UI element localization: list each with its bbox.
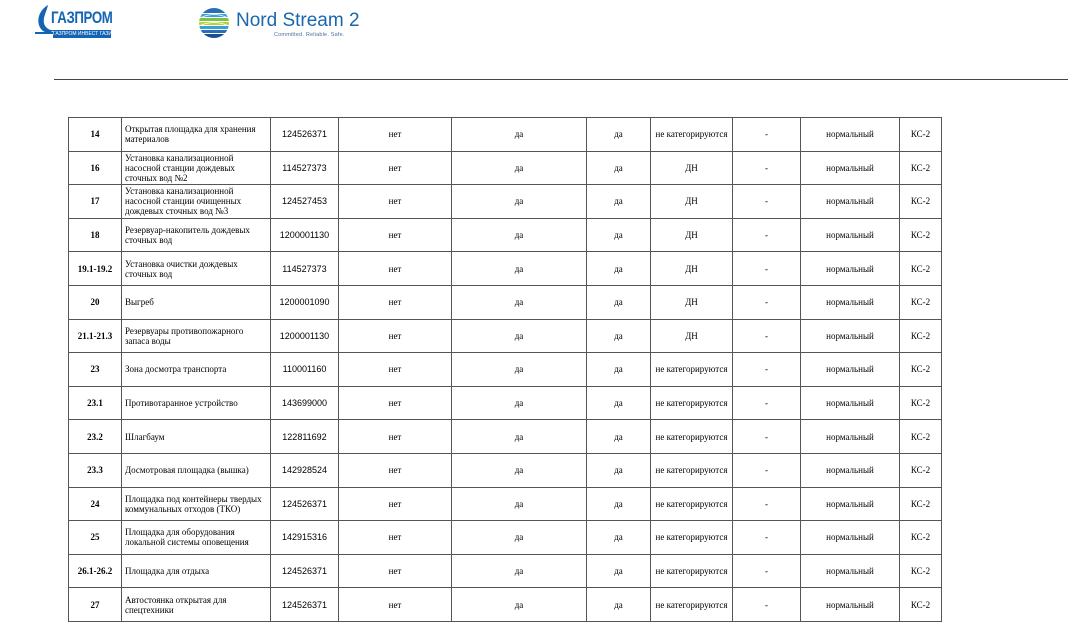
ks-cell: КС-2 (900, 118, 942, 152)
cell-c3: да (587, 252, 651, 286)
cell-c2: да (452, 521, 587, 555)
cell-c2: да (452, 185, 587, 219)
dash-cell: - (733, 588, 801, 622)
ks-cell: КС-2 (900, 218, 942, 252)
facilities-table (68, 117, 942, 622)
mode-cell: нормальный (801, 588, 900, 622)
dash-cell: - (733, 453, 801, 487)
facilities-table-wrapper (68, 117, 942, 622)
cell-c2: да (452, 252, 587, 286)
table-row (69, 554, 942, 588)
cell-c1: нет (339, 218, 452, 252)
row-number: 21.1-21.3 (69, 319, 122, 353)
category-cell: не категорируются (651, 487, 733, 521)
row-number: 26.1-26.2 (69, 554, 122, 588)
nord-stream-globe-icon (196, 6, 232, 40)
facility-code: 1200001130 (271, 218, 339, 252)
gazprom-logo (32, 2, 137, 40)
cell-c1: нет (339, 521, 452, 555)
facility-name: Площадка под контейнеры твердых коммунальных отходов (ТКО) (122, 487, 271, 521)
mode-cell: нормальный (801, 521, 900, 555)
cell-c3: да (587, 353, 651, 387)
facility-code: 122811692 (271, 420, 339, 454)
mode-cell: нормальный (801, 218, 900, 252)
table-row (69, 118, 942, 152)
ks-cell: КС-2 (900, 185, 942, 219)
row-number: 24 (69, 487, 122, 521)
cell-c1: нет (339, 487, 452, 521)
row-number: 23.1 (69, 386, 122, 420)
nord-stream-logo (196, 6, 360, 40)
cell-c2: да (452, 453, 587, 487)
cell-c1: нет (339, 353, 452, 387)
cell-c1: нет (339, 319, 452, 353)
category-cell: не категорируются (651, 118, 733, 152)
cell-c3: да (587, 487, 651, 521)
facility-code: 114527373 (271, 252, 339, 286)
mode-cell: нормальный (801, 453, 900, 487)
category-cell: не категорируются (651, 554, 733, 588)
cell-c1: нет (339, 151, 452, 185)
dash-cell: - (733, 386, 801, 420)
cell-c3: да (587, 285, 651, 319)
facility-name: Установка канализационной насосной станции очищенных дождевых сточных вод №3 (122, 185, 271, 219)
dash-cell: - (733, 285, 801, 319)
facility-code: 124526371 (271, 554, 339, 588)
table-row (69, 453, 942, 487)
mode-cell: нормальный (801, 285, 900, 319)
facility-code: 1200001090 (271, 285, 339, 319)
mode-cell: нормальный (801, 151, 900, 185)
cell-c3: да (587, 319, 651, 353)
cell-c1: нет (339, 420, 452, 454)
dash-cell: - (733, 151, 801, 185)
mode-cell: нормальный (801, 185, 900, 219)
cell-c2: да (452, 151, 587, 185)
mode-cell: нормальный (801, 420, 900, 454)
facility-name: Шлагбаум (122, 420, 271, 454)
row-number: 17 (69, 185, 122, 219)
category-cell: ДН (651, 218, 733, 252)
row-number: 19.1-19.2 (69, 252, 122, 286)
ks-cell: КС-2 (900, 487, 942, 521)
facility-name: Резервуары противопожарного запаса воды (122, 319, 271, 353)
row-number: 14 (69, 118, 122, 152)
cell-c2: да (452, 554, 587, 588)
cell-c3: да (587, 218, 651, 252)
ks-cell: КС-2 (900, 252, 942, 286)
category-cell: не категорируются (651, 453, 733, 487)
dash-cell: - (733, 353, 801, 387)
facility-code: 142915316 (271, 521, 339, 555)
facility-code: 143699000 (271, 386, 339, 420)
dash-cell: - (733, 118, 801, 152)
mode-cell: нормальный (801, 353, 900, 387)
facility-code: 124526371 (271, 118, 339, 152)
cell-c3: да (587, 118, 651, 152)
table-row (69, 285, 942, 319)
cell-c1: нет (339, 252, 452, 286)
ks-cell: КС-2 (900, 554, 942, 588)
facility-name: Зона досмотра транспорта (122, 353, 271, 387)
cell-c3: да (587, 554, 651, 588)
cell-c3: да (587, 386, 651, 420)
row-number: 23 (69, 353, 122, 387)
ks-cell: КС-2 (900, 285, 942, 319)
category-cell: не категорируются (651, 386, 733, 420)
category-cell: не категорируются (651, 521, 733, 555)
cell-c2: да (452, 420, 587, 454)
mode-cell: нормальный (801, 487, 900, 521)
row-number: 23.3 (69, 453, 122, 487)
cell-c1: нет (339, 554, 452, 588)
row-number: 27 (69, 588, 122, 622)
category-cell: не категорируются (651, 588, 733, 622)
row-number: 20 (69, 285, 122, 319)
cell-c2: да (452, 285, 587, 319)
table-row (69, 420, 942, 454)
cell-c2: да (452, 386, 587, 420)
cell-c2: да (452, 218, 587, 252)
cell-c2: да (452, 118, 587, 152)
ks-cell: КС-2 (900, 353, 942, 387)
facility-name: Противотаранное устройство (122, 386, 271, 420)
dash-cell: - (733, 218, 801, 252)
facility-name: Резервуар-накопитель дождевых сточных вод (122, 218, 271, 252)
table-row (69, 487, 942, 521)
cell-c1: нет (339, 185, 452, 219)
facility-name: Досмотровая площадка (вышка) (122, 453, 271, 487)
dash-cell: - (733, 554, 801, 588)
cell-c2: да (452, 588, 587, 622)
category-cell: ДН (651, 285, 733, 319)
category-cell: ДН (651, 185, 733, 219)
mode-cell: нормальный (801, 386, 900, 420)
facility-name: Выгреб (122, 285, 271, 319)
table-row (69, 185, 942, 219)
category-cell: ДН (651, 319, 733, 353)
cell-c2: да (452, 353, 587, 387)
facility-code: 124527453 (271, 185, 339, 219)
category-cell: ДН (651, 252, 733, 286)
table-row (69, 386, 942, 420)
facility-code: 1200001130 (271, 319, 339, 353)
cell-c1: нет (339, 453, 452, 487)
facility-name: Установка канализационной насосной станции дождевых сточных вод №2 (122, 151, 271, 185)
cell-c2: да (452, 319, 587, 353)
row-number: 18 (69, 218, 122, 252)
table-row (69, 588, 942, 622)
table-row (69, 218, 942, 252)
row-number: 23.2 (69, 420, 122, 454)
ks-cell: КС-2 (900, 420, 942, 454)
nord-stream-title: Nord Stream 2 (236, 10, 360, 31)
ks-cell: КС-2 (900, 588, 942, 622)
cell-c3: да (587, 521, 651, 555)
cell-c1: нет (339, 118, 452, 152)
facility-code: 142928524 (271, 453, 339, 487)
cell-c3: да (587, 151, 651, 185)
ks-cell: КС-2 (900, 521, 942, 555)
nord-stream-tagline: Committed. Reliable. Safe. (274, 32, 345, 38)
cell-c3: да (587, 185, 651, 219)
table-row (69, 353, 942, 387)
dash-cell: - (733, 521, 801, 555)
mode-cell: нормальный (801, 554, 900, 588)
cell-c2: да (452, 487, 587, 521)
facility-code: 114527373 (271, 151, 339, 185)
page-header (0, 0, 1068, 80)
mode-cell: нормальный (801, 252, 900, 286)
cell-c3: да (587, 420, 651, 454)
category-cell: не категорируются (651, 353, 733, 387)
ks-cell: КС-2 (900, 319, 942, 353)
mode-cell: нормальный (801, 319, 900, 353)
facility-code: 124526371 (271, 588, 339, 622)
facility-code: 124526371 (271, 487, 339, 521)
gazprom-wordmark: ГАЗПРОМ (51, 8, 113, 27)
table-row (69, 521, 942, 555)
dash-cell: - (733, 185, 801, 219)
facility-name: Открытая площадка для хранения материалов (122, 118, 271, 152)
cell-c3: да (587, 453, 651, 487)
facility-name: Площадка для отдыха (122, 554, 271, 588)
category-cell: не категорируются (651, 420, 733, 454)
gazprom-subtitle: ГАЗПРОМ ИНВЕСТ ГАЗИФИКАЦИЯ (53, 31, 137, 37)
mode-cell: нормальный (801, 118, 900, 152)
ks-cell: КС-2 (900, 453, 942, 487)
table-row (69, 151, 942, 185)
row-number: 25 (69, 521, 122, 555)
ks-cell: КС-2 (900, 151, 942, 185)
cell-c1: нет (339, 588, 452, 622)
row-number: 16 (69, 151, 122, 185)
dash-cell: - (733, 319, 801, 353)
dash-cell: - (733, 487, 801, 521)
header-divider (54, 79, 1068, 80)
table-row (69, 319, 942, 353)
table-row (69, 252, 942, 286)
ks-cell: КС-2 (900, 386, 942, 420)
cell-c3: да (587, 588, 651, 622)
facility-code: 110001160 (271, 353, 339, 387)
facility-name: Автостоянка открытая для спецтехники (122, 588, 271, 622)
dash-cell: - (733, 420, 801, 454)
cell-c1: нет (339, 285, 452, 319)
category-cell: ДН (651, 151, 733, 185)
cell-c1: нет (339, 386, 452, 420)
facility-name: Установка очистки дождевых сточных вод (122, 252, 271, 286)
facility-name: Площадка для оборудования локальной системы оповещения (122, 521, 271, 555)
dash-cell: - (733, 252, 801, 286)
